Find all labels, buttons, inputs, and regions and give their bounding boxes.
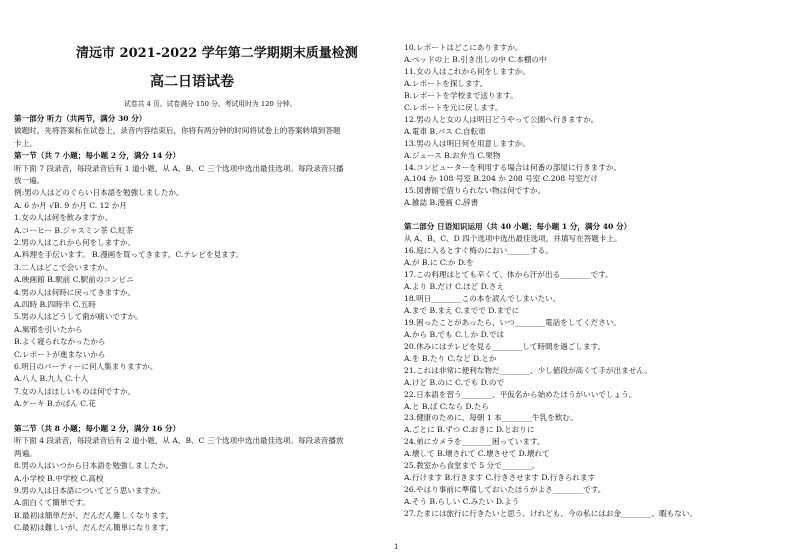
text-line: 6.明日のパーティーに何人集まりますか。 (14, 362, 158, 371)
page-number: 1 (394, 543, 399, 551)
text-line: 2.男の人はこれから何をしますか。 (14, 238, 136, 247)
text-line: 24.弟にカメラを________困っています。 (404, 437, 545, 447)
text-line: 17.この料理はとても辛くて、体から汗が出る________です。 (404, 270, 613, 280)
text-line: 4.男の人は何時に戻ってきますか。 (14, 287, 136, 297)
text-line: 听下面 4 段录音，每段录音后有 2 道小题，从 A、B、C 三个选项中选出最佳选项。每段录音播放 (14, 436, 344, 446)
text-line: C.最初は難しいが、だんだん簡単になります。 (14, 523, 174, 533)
text-line: C.レポートを元に戻します。 (404, 102, 503, 112)
text-line: A.面白くて簡単です。 (14, 498, 90, 508)
text-line: 放一遍。 (14, 176, 45, 185)
text-line: 3.二人はどこで会いますか。 (14, 262, 113, 272)
text-line: C.レポートが進まないから (14, 349, 106, 359)
text-line: 第二部分 日语知识运用（共 40 小题；每小题 1 分，满分 40 分） (404, 222, 632, 232)
text-line: 第二节（共 8 小题；每小题 2 分，满分 16 分） (14, 424, 181, 433)
text-line: 8.男の人はいつから日本語を勉強しましたか。 (14, 461, 174, 471)
text-line: 16.庭に入るとすぐ梅のにおい______する。 (404, 246, 553, 256)
text-line: 20.休みにはテレビを見る________して時間を過ごします。 (404, 341, 606, 351)
text-line: A.雑誌 B.漫画 C.辞書 (404, 198, 479, 208)
text-line: 18.明日________この本を読んでしまいたい。 (404, 293, 561, 303)
exam-subtitle: 高二日语试卷 (150, 74, 234, 90)
text-line: A.ケーキ B.かばん C.花 (14, 399, 96, 409)
text-line: A.ベッドの上 B.引き出しの中 C.本棚の中 (404, 54, 547, 64)
text-line: A.小学校 B.中学校 C.高校 (14, 473, 104, 483)
text-line: A.コーヒー B.ジャスミン茶 C.紅茶 (14, 225, 134, 235)
text-line: A.壊して B.壊されて C.壊させて D.壊れて (404, 449, 550, 459)
text-line: 26.やはり事前に準備しておいたほうがよさ________です。 (404, 485, 606, 495)
text-line: 1.女の人は何を飲みますか。 (14, 213, 113, 223)
text-line: A.ごとに B.ずつ C.おきに D.とおりに (404, 425, 535, 435)
text-line: A.ジュース B.お弁当 C.果物 (404, 150, 501, 160)
text-line: 10.レポートはどこにありますか。 (404, 43, 523, 52)
text-line: 做题时，先将答案标在试卷上，录音内容结束后，你将有两分钟的时间将试卷上的答案转填到答题 (14, 126, 341, 136)
text-line: 例:男の人はどのぐらい日本語を勉強しましたか。 (14, 188, 184, 198)
text-line: A.が B.に C.か D.を (404, 258, 474, 268)
text-line: 卡上。 (14, 138, 37, 148)
text-line: 11.女の人はこれから何をしますか。 (404, 66, 530, 76)
text-line: B.レポートを学校まで送ります。 (404, 90, 518, 100)
text-line: 听下面 7 段录音，每段录音后有 1 道小题，从 A、B、C 三个选项中选出最佳选项。每段录音只播 (14, 163, 344, 173)
text-line: 9.男の人は日本語についてどう思いますか。 (14, 486, 166, 495)
text-line: 两遍。 (14, 448, 37, 458)
text-line: A.レポートを探します。 (404, 78, 488, 88)
text-line: 第一部分 听力（共两节，满分 30 分） (14, 114, 147, 123)
text-line: A.けど B.のに C.でも D.ので (404, 377, 505, 387)
text-line: 25.教室から食堂まで 5 分で________。 (404, 461, 540, 471)
text-line: 27.たまには旅行に行きたいと思う。けれども、今の私にはお金________、暇もない。 (404, 509, 698, 519)
text-line: A.料理を手伝います。 B.漫画を買ってきます。C.テレビを見ます。 (14, 250, 244, 260)
text-line: A.四時 B.四時半 C.五時 (14, 300, 96, 309)
text-line: 第一节（共 7 小题；每小题 2 分，满分 14 分） (14, 151, 181, 161)
text-line: A.から B.でも C.しか D.では (404, 329, 505, 339)
text-line: A.風邪を引いたから (14, 324, 83, 334)
text-line: 12.男の人と女の人は明日どうやって公園へ行きますか。 (404, 114, 599, 124)
text-line: 13.男の人は明日何を用意しますか。 (404, 138, 530, 148)
text-line: A.と B.ば C.なら D.たら (404, 401, 489, 411)
text-line: A.104 か 108 号室 B.204 か 208 号室 C.208 号室だけ (404, 174, 598, 184)
text-line: A.電車 B.バス C.自転車 (404, 126, 486, 136)
text-line: 从 A、B、C、D 四个选项中选出最佳选项，并填写在答题卡上。 (404, 234, 622, 244)
text-line: 19.困ったことがあったら、いつ________電話をしてください。 (404, 317, 622, 327)
text-line: 14.コンピューターを利用する場合は何番の部屋に行きますか。 (404, 162, 622, 172)
exam-title: 清远市 2021-2022 学年第二学期期末质量检测 (76, 46, 358, 61)
text-line: A.行けます B.行きます C.行きさせます D.行きられます (404, 473, 596, 483)
text-line: 22.日本語を習う________、平仮名から始めたほうがいいでしょう。 (404, 389, 637, 399)
text-line: B.最初は簡単だが、だんだん難しくなります。 (14, 510, 174, 520)
text-line: 7.女の人はほしいものは何ですか。 (14, 386, 136, 396)
text-line: A.そう B.らしい C.みたい D.よう (404, 497, 520, 507)
text-line: A. 6 か月 √B. 9 か月 C. 12 か月 (14, 200, 127, 210)
text-line: A.を B.たり C.など D.とか (404, 353, 497, 363)
text-line: A.より B.だけ C.ほど D.さえ (404, 282, 505, 291)
text-line: A.映画館 B.駅前 C.駅前のコンビニ (14, 275, 134, 285)
text-line: B.よく寝られなかったから (14, 337, 106, 347)
exam-note: 试卷共 4 页。试卷满分 150 分。考试用时为 120 分钟。 (124, 100, 297, 108)
text-line: 15.図書館で借りられない物は何ですか。 (404, 186, 546, 196)
text-line: 23.健康のために、毎朝 1 本________牛乳を飲む。 (404, 413, 578, 423)
text-line: A.八人 B.九人 C.十人 (14, 374, 89, 384)
text-line: 5.男の人はどうして歯が痛いですか。 (14, 312, 143, 322)
text-line: A.まで B.まえ C.までで D.までに (404, 305, 520, 315)
text-line: 21.これは非常に便利な物だ________、少し値段が高くて手が出ません。 (404, 365, 652, 375)
